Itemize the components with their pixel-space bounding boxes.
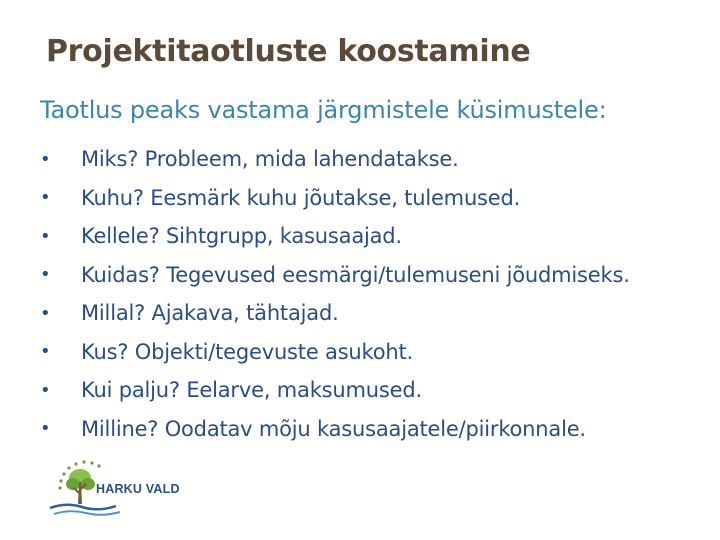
bullet-item — [40, 179, 630, 218]
bullet-item — [40, 294, 630, 333]
bullet-item — [40, 410, 630, 449]
bullet-dot: • — [40, 418, 51, 440]
bullet-text: Miks? Probleem, mida lahendatakse. — [81, 147, 459, 172]
bullet-dot: • — [40, 379, 51, 401]
bullet-text: Kui palju? Eelarve, maksumused. — [81, 378, 422, 403]
bullet-dot: • — [40, 302, 51, 324]
bullet-list — [40, 140, 630, 448]
bullet-text: Milline? Oodatav mõju kasusaajatele/piirkonnale. — [81, 416, 586, 441]
bullet-text: Kuhu? Eesmärk kuhu jõutakse, tulemused. — [81, 185, 521, 210]
bullet-text: Millal? Ajakava, tähtajad. — [81, 301, 339, 326]
bullet-dot: • — [40, 148, 51, 170]
harku-vald-logo — [46, 452, 186, 524]
bullet-text: Kellele? Sihtgrupp, kasusaajad. — [81, 224, 402, 249]
bullet-dot: • — [40, 341, 51, 363]
logo-text: HARKU VALD — [96, 482, 180, 496]
bullet-text: Kus? Objekti/tegevuste asukoht. — [81, 339, 414, 364]
bullet-item — [40, 256, 630, 295]
bullet-dot: • — [40, 187, 51, 209]
bullet-item — [40, 140, 630, 179]
slide-subtitle: Taotlus peaks vastama järgmistele küsimustele: — [40, 96, 607, 124]
bullet-dot: • — [40, 225, 51, 247]
bullet-item — [40, 333, 630, 372]
slide-title: Projektitaotluste koostamine — [46, 34, 531, 69]
bullet-text: Kuidas? Tegevused eesmärgi/tulemuseni jõudmiseks. — [81, 262, 630, 287]
bullet-item — [40, 217, 630, 256]
bullet-item — [40, 371, 630, 410]
bullet-dot: • — [40, 264, 51, 286]
